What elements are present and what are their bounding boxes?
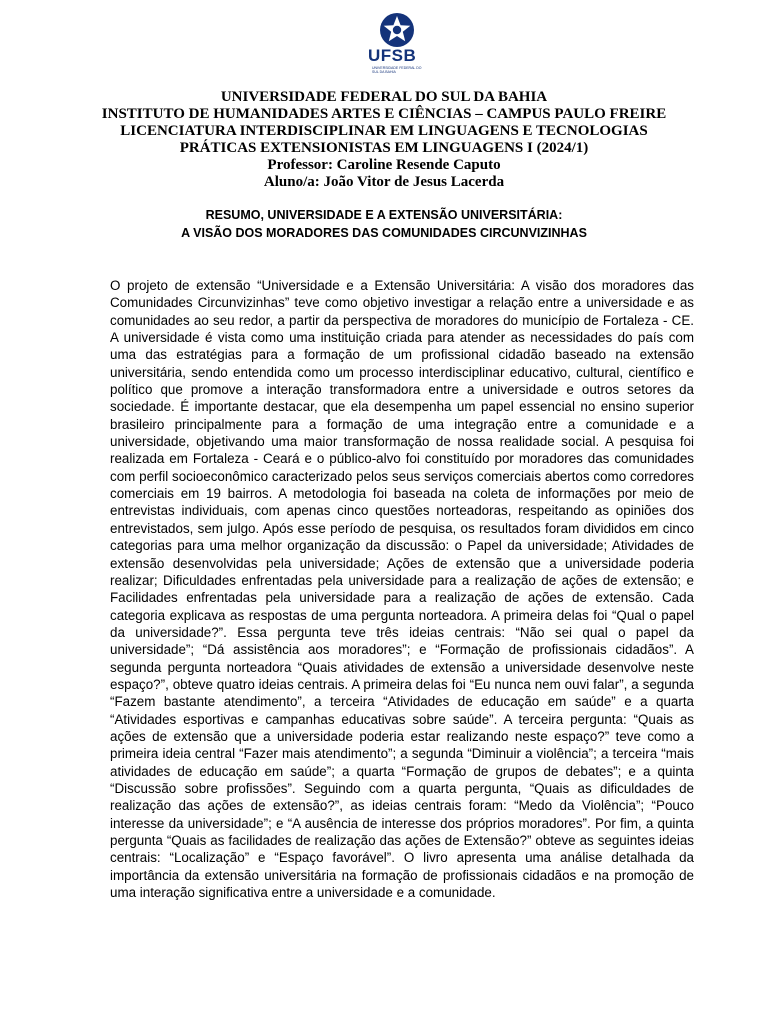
title-line-2: A VISÃO DOS MORADORES DAS COMUNIDADES CIRCUNVIZINHAS: [181, 226, 587, 240]
discipline-line: [60, 140, 708, 157]
course-name: LICENCIATURA INTERDISCIPLINAR EM LINGUAGENS E TECNOLOGIAS: [120, 123, 648, 139]
institute-name: INSTITUTO DE HUMANIDADES ARTES E CIÊNCIAS – CAMPUS PAULO FREIRE: [101, 106, 667, 122]
logo-subtitle: UNIVERSIDADE FEDERAL DO SUL DA BAHIA: [372, 66, 422, 74]
document-title: [60, 206, 708, 242]
student-line: Aluno/a: João Vitor de Jesus Lacerda: [263, 174, 505, 190]
abstract-paragraph: O projeto de extensão “Universidade e a Extensão Universitária: A visão dos moradores das Comunidades Circunvizinhas” teve como objetivo investigar a relação entre a universidade e as comunidades ao seu redor, a partir da perspectiva de moradores do município de Fortaleza - CE. A universidade é vista como uma instituição criada para atender as necessidades do país com uma das estratégias para a formação de um profissional cidadão baseado na extensão universitária, sendo entendida como um processo interdisciplinar educativo, cultural, científico e político que promove a interação transformadora entre a universidade e outros setores da sociedade. É importante destacar, que ela desempenha um papel essencial no ensino superior brasileiro principalmente para a formação de uma integração entre a comunidade e a universidade, objetivando uma maior transformação de nossa realidade social. A pesquisa foi realizada em Fortaleza - Ceará e o público-alvo foi constituído por moradores das comunidades com perfil socioeconômico caracterizado pelos seus serviços comerciais abertos como corredores comerciais em 19 bairros. A metodologia foi baseada na coleta de informações por meio de entrevistas individuais, com apenas cinco questões norteadoras, respeitando as opiniões dos entrevistados, sem julgo. Após esse período de pesquisa, os resultados foram divididos em cinco categorias para uma melhor organização da discussão: o Papel da universidade; Atividades de extensão desenvolvidas pela universidade; Ações de extensão que a universidade poderia realizar; Dificuldades enfrentadas pela universidade para a realização de ações de extensão; e Facilidades enfrentadas pela universidade para a realização de ações de extensão. Cada categoria explicava as respostas de uma pergunta norteadora. A primeira delas foi “Qual o papel da universidade?”. Essa pergunta teve três ideias centrais: “Não sei qual o papel da universidade”; “Dá assistência aos moradores”; e “Formação de profissionais cidadãos”. A segunda pergunta norteadora “Quais atividades de extensão a universidade desenvolve neste espaço?”, obteve quatro ideias centrais. A primeira delas foi “Eu nunca nem ouvi falar”, a segunda “Fazem bastante atendimento”, a terceira “Atividades de educação em saúde” e a quarta “Atividades esportivas e campanhas educativas sobre saúde”. A terceira pergunta: “Quais as ações de extensão que a universidade poderia estar realizando neste espaço?” teve como a primeira ideia central “Fazer mais atendimento”; a segunda “Diminuir a violência”; a terceira “mais atividades de educação em saúde”; a quarta “Formação de grupos de debates”; e a quinta “Discussão sobre profissões”. Seguindo com a quarta pergunta, “Quais as dificuldades de realização das ações de extensão?”, as ideias centrais foram: “Medo da Violência”; “Pouco interesse da universidade”; e “A ausência de interesse dos próprios moradores”. Por fim, a quinta pergunta “Quais as facilidades de realização das ações de Extensão?” obteve as seguintes ideias centrais: “Localização” e “Espaço favorável”. O livro apresenta uma análise detalhada da importância da extensão universitária na formação de profissionais cidadãos e na promoção de uma interação significativa entre a universidade e a comunidade.: [110, 278, 694, 901]
logo-wordmark: UFSB: [368, 46, 417, 65]
document-header: [60, 89, 708, 191]
professor-line: Professor: Caroline Resende Caputo: [267, 157, 501, 173]
discipline-name: PRÁTICAS EXTENSIONISTAS EM LINGUAGENS I (2024/1): [179, 140, 589, 156]
university-name: UNIVERSIDADE FEDERAL DO SUL DA BAHIA: [220, 89, 548, 105]
title-line-1: RESUMO, UNIVERSIDADE E A EXTENSÃO UNIVERSITÁRIA:: [205, 208, 563, 222]
